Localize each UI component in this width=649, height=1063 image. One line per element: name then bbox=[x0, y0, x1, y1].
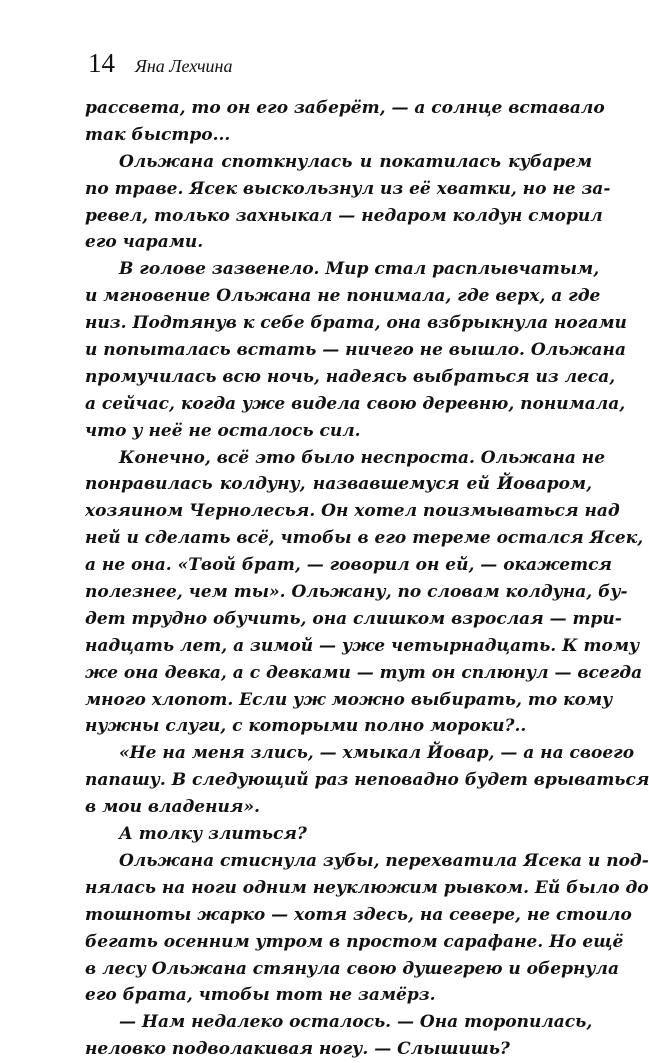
text-line: что у неё не осталось сил. bbox=[85, 420, 361, 441]
text-line: много хлопот. Если уж можно выбирать, то кому bbox=[85, 689, 613, 710]
text-line: Ольжана споткнулась и покатилась кубарем bbox=[119, 151, 592, 172]
text-line: и попыталась встать — ничего не вышло. Ольжана bbox=[85, 340, 626, 361]
body-text bbox=[85, 95, 649, 1063]
text-line: а сейчас, когда уже видела свою деревню, понимала, bbox=[85, 393, 626, 414]
running-head-author: Яна Лехчина bbox=[135, 56, 233, 76]
text-line: так быстро... bbox=[85, 124, 231, 145]
text-line: и мгновение Ольжана не понимала, где верх, а где bbox=[85, 286, 601, 307]
text-line: его чарами. bbox=[85, 232, 204, 253]
text-line: по траве. Ясек выскользнул из её хватки, но не за- bbox=[85, 178, 611, 199]
text-line: дет трудно обучить, она слишком взрослая — три- bbox=[85, 608, 622, 629]
text-line: бегать осенним утром в простом сарафане. Но ещё bbox=[85, 931, 624, 952]
text-line: В голове зазвенело. Мир стал расплывчатым, bbox=[119, 259, 600, 280]
text-line: в мои владения». bbox=[85, 797, 260, 818]
text-line: нужны слуги, с которыми полно мороки?.. bbox=[85, 716, 527, 737]
text-line: Ольжана стиснула зубы, перехватила Ясека и под- bbox=[119, 850, 649, 871]
text-line: ревел, только захныкал — недаром колдун сморил bbox=[85, 205, 603, 226]
text-line: папашу. В следующий раз неповадно будет врываться bbox=[85, 770, 649, 791]
text-line: в лесу Ольжана стянула свою душегрею и обернула bbox=[85, 958, 620, 979]
text-line: рассвета, то он его заберёт, — а солнце вставало bbox=[85, 98, 605, 118]
text-line: тошноты жарко — хотя здесь, на севере, не стоило bbox=[85, 904, 632, 925]
text-line: а не она. «Твой брат, — говорил он ей, — окажется bbox=[85, 555, 612, 576]
page-header bbox=[88, 48, 232, 79]
text-line: А толку злиться? bbox=[119, 824, 307, 845]
text-line: полезнее, чем ты». Ольжану, по словам колдуна, бу- bbox=[85, 582, 628, 603]
text-line: неловко подволакивая ногу. — Слышишь? bbox=[85, 1039, 510, 1060]
text-line: ней и сделать всё, чтобы в его тереме остался Ясек, bbox=[85, 528, 644, 549]
text-line: нялась на ноги одним неуклюжим рывком. Ей было до bbox=[85, 877, 649, 898]
page-number: 14 bbox=[88, 48, 115, 78]
text-line: промучилась всю ночь, надеясь выбраться из леса, bbox=[85, 366, 616, 387]
text-line: же она девка, а с девками — тут он сплюнул — всегда bbox=[85, 662, 643, 683]
text-line: «Не на меня злись, — хмыкал Йовар, — а на своего bbox=[119, 743, 635, 764]
text-line: низ. Подтянув к себе брата, она взбрыкнула ногами bbox=[85, 313, 627, 334]
text-line: его брата, чтобы тот не замёрз. bbox=[85, 985, 436, 1006]
text-line: Конечно, всё это было неспроста. Ольжана не bbox=[119, 447, 606, 468]
text-line: — Нам недалеко осталось. — Она торопилась, bbox=[119, 1012, 593, 1033]
text-line: надцать лет, а зимой — уже четырнадцать. К тому bbox=[85, 635, 640, 656]
text-line: понравилась колдуну, назвавшемуся ей Йоваром, bbox=[85, 474, 592, 495]
text-line: хозяином Чернолесья. Он хотел поизмываться над bbox=[85, 501, 620, 522]
